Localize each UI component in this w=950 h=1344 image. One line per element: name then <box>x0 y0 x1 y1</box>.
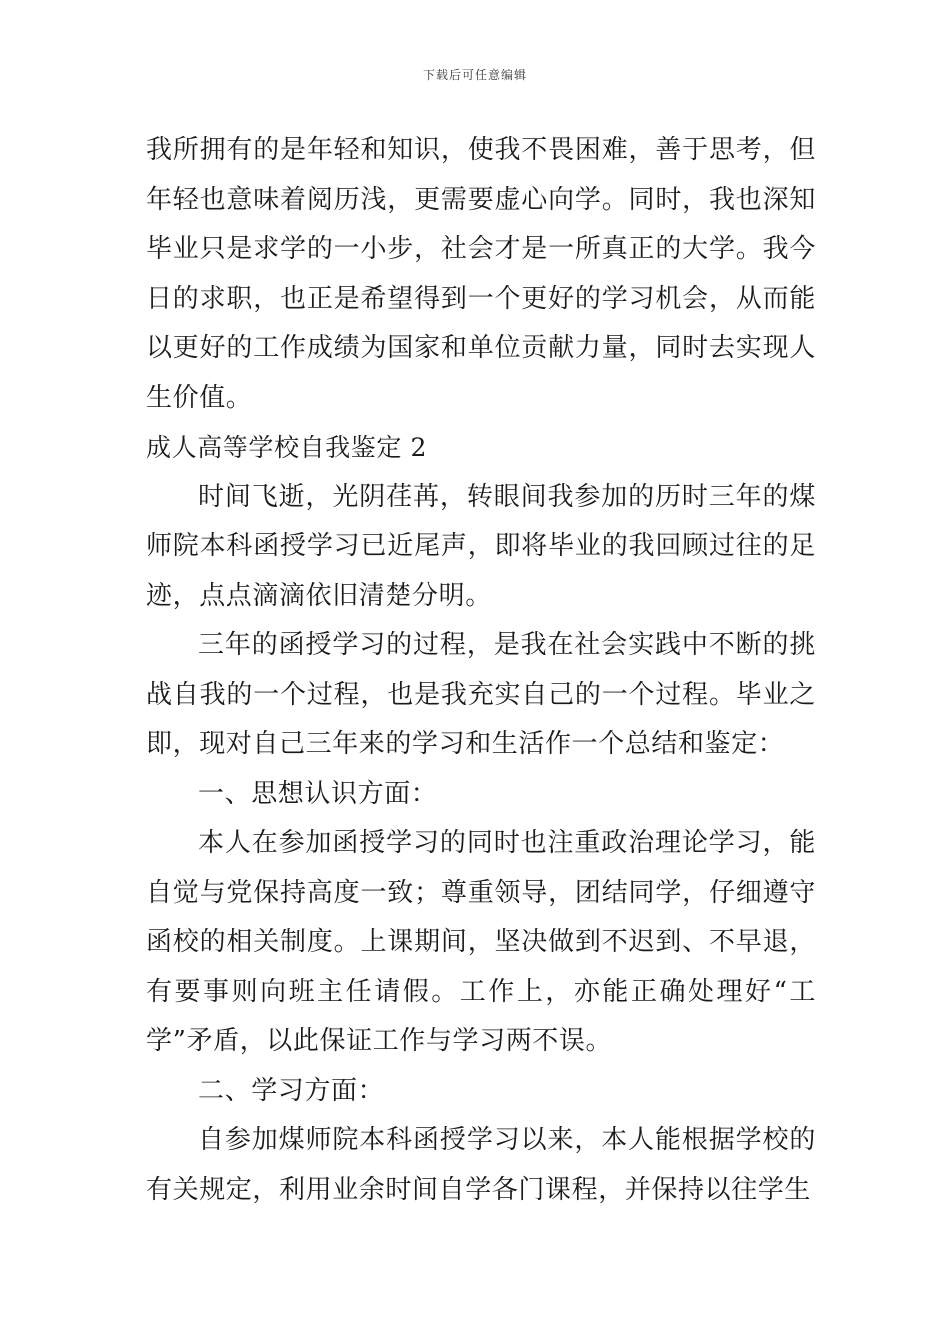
paragraph-4: 本人在参加函授学习的同时也注重政治理论学习，能自觉与党保持高度一致；尊重领导，团结同学，仔细遵守函校的相关制度。上课期间，坚决做到不迟到、不早退，有要事则向班主任请假。工作上，亦能正确处理好“工学”矛盾，以此保证工作与学习两不误。 <box>146 828 816 1056</box>
paragraph-1: 我所拥有的是年轻和知识，使我不畏困难，善于思考，但年轻也意味着阅历浅，更需要虚心向学。同时，我也深知毕业只是求学的一小步，社会才是一所真正的大学。我今日的求职，也正是希望得到一个更好的学习机会，从而能以更好的工作成绩为国家和单位贡献力量，同时去实现人生价值。 <box>146 135 816 413</box>
subheading-thought: 一、思想认识方面： <box>198 778 438 809</box>
document-body <box>146 126 816 1215</box>
page-header: 下载后可任意编辑 <box>422 68 527 82</box>
paragraph-3: 三年的函授学习的过程，是我在社会实践中不断的挑战自我的一个过程，也是我充实自己的一个过程。毕业之即，现对自己三年来的学习和生活作一个总结和鉴定： <box>146 630 816 759</box>
subheading-study: 二、学习方面： <box>198 1075 385 1106</box>
paragraph-5: 自参加煤师院本科函授学习以来，本人能根据学校的有关规定，利用业余时间自学各门课程，并保持以往学生 <box>146 1125 816 1205</box>
paragraph-2: 时间飞逝，光阴荏苒，转眼间我参加的历时三年的煤师院本科函授学习已近尾声，即将毕业的我回顾过往的足迹，点点滴滴依旧清楚分明。 <box>146 481 816 611</box>
section-title: 成人高等学校自我鉴定 2 <box>146 433 428 462</box>
